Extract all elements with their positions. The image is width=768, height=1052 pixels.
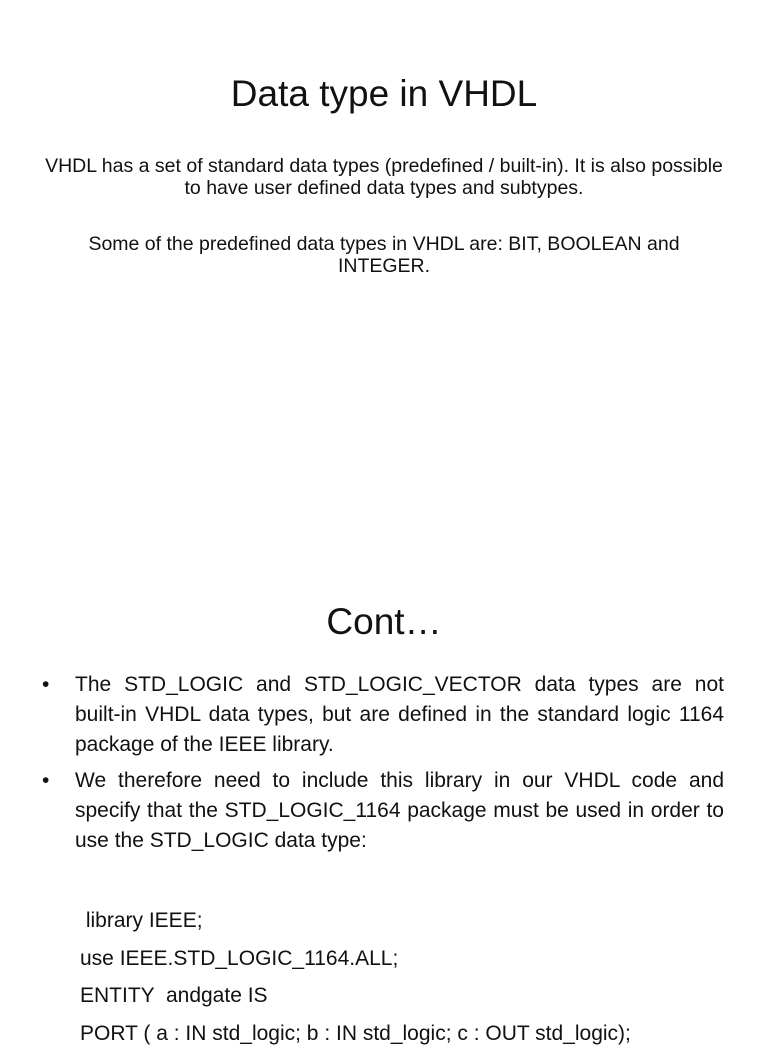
bullet-marker: •: [42, 670, 49, 700]
bullet-text: We therefore need to include this library in our VHDL code and specify that the STD_LOGIC_1164 package must be used in order to use the STD_LOGIC data type:: [75, 769, 724, 852]
slide-title: Data type in VHDL: [0, 72, 768, 116]
bullet-item: [40, 670, 724, 760]
slide-cont: [0, 560, 768, 1024]
intro-paragraph: VHDL has a set of standard data types (predefined / built-in). It is also possible to have user defined data types and subtypes.: [40, 155, 728, 199]
code-block: [80, 902, 631, 1052]
slide-title: Cont…: [0, 600, 768, 644]
bullet-marker: •: [42, 766, 49, 796]
code-line: ENTITY andgate IS: [80, 977, 631, 1015]
code-line: PORT ( a : IN std_logic; b : IN std_logic; c : OUT std_logic);: [80, 1015, 631, 1052]
bullet-list: [40, 670, 724, 862]
code-line: use IEEE.STD_LOGIC_1164.ALL;: [80, 940, 631, 978]
code-line: library IEEE;: [80, 902, 631, 940]
bullet-item: [40, 766, 724, 856]
bullet-text: The STD_LOGIC and STD_LOGIC_VECTOR data types are not built-in VHDL data types, but are defined in the standard logic 1164 package of the IEEE library.: [75, 673, 724, 756]
predefined-types-paragraph: Some of the predefined data types in VHDL are: BIT, BOOLEAN and INTEGER.: [40, 233, 728, 277]
